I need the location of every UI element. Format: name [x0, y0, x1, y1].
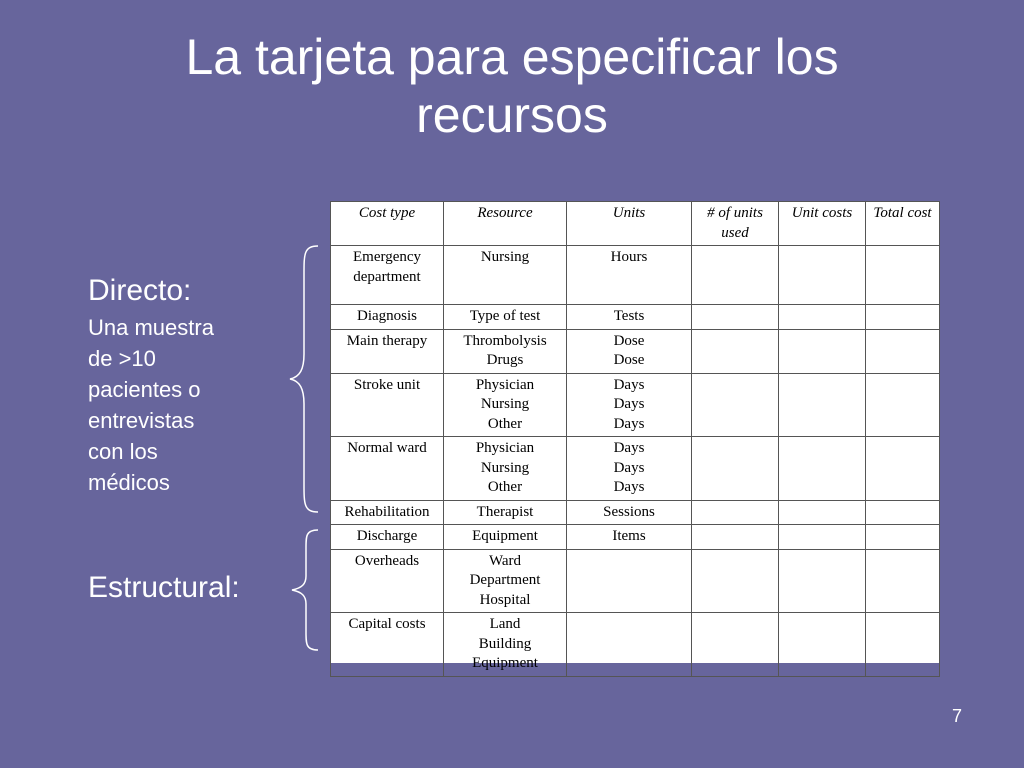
cell-resource: [444, 549, 567, 613]
slide-title: [0, 28, 1024, 144]
cell-line: Days: [613, 479, 645, 495]
cell-line: Tests: [613, 308, 645, 324]
cell-cost-type: [331, 373, 444, 437]
estructural-brace-icon: [286, 528, 326, 652]
cell-line: Days: [613, 376, 645, 393]
cell-total-cost: [866, 525, 940, 550]
cell-line: Equipment: [472, 528, 538, 544]
cell-total-cost: [866, 305, 940, 330]
slide-number: 7: [951, 706, 962, 726]
cell-line: Other: [487, 479, 523, 495]
cell-line: Days: [613, 459, 645, 476]
cell-line: Capital costs: [348, 616, 426, 632]
cell-line: Nursing: [480, 459, 530, 476]
slide-title-line-1: La tarjeta para especificar los: [185, 29, 839, 85]
cell-line: Stroke unit: [353, 376, 421, 393]
cell-cost-type: [331, 305, 444, 330]
cell-line: Department: [469, 572, 541, 588]
cell-units-used: [692, 613, 779, 677]
resource-table: [330, 201, 940, 677]
cell-total-cost: [866, 613, 940, 677]
cell-resource: [444, 613, 567, 677]
cell-unit-costs: [779, 613, 866, 677]
cell-line: Building: [478, 635, 532, 652]
resource-table-card: [330, 201, 939, 671]
cell-line: Dose: [613, 332, 645, 349]
cell-line: Equipment: [472, 655, 538, 671]
cell-line: Emergency: [352, 249, 422, 265]
cell-units-used: [692, 437, 779, 501]
table-row: [331, 329, 940, 373]
cell-line: Drugs: [486, 352, 524, 368]
cell-resource: [444, 246, 567, 305]
cell-units: [567, 500, 692, 525]
directo-desc-line: de >10: [88, 346, 156, 371]
cell-cost-type: [331, 613, 444, 677]
cell-units-used: [692, 246, 779, 305]
cell-units: [567, 329, 692, 373]
cell-line: Overheads: [354, 552, 420, 569]
header-units: Units: [567, 202, 692, 246]
cell-resource: [444, 305, 567, 330]
cell-line: Main therapy: [346, 332, 428, 349]
cell-line: Ward: [488, 552, 522, 569]
cell-units-used: [692, 525, 779, 550]
table-row: [331, 373, 940, 437]
cell-total-cost: [866, 549, 940, 613]
cell-units: [567, 246, 692, 305]
cell-cost-type: [331, 329, 444, 373]
cell-line: Days: [613, 415, 645, 432]
slide-title-line-2: recursos: [416, 87, 608, 143]
cell-resource: [444, 500, 567, 525]
cell-total-cost: [866, 329, 940, 373]
cell-line: Physician: [475, 376, 535, 393]
header-cost-type: Cost type: [331, 202, 444, 246]
cell-line: Discharge: [356, 528, 418, 544]
directo-desc-line: entrevistas: [88, 408, 195, 433]
cell-line: Nursing: [480, 249, 530, 265]
cell-line: Days: [613, 396, 645, 412]
cell-line: Days: [613, 440, 645, 456]
cell-unit-costs: [779, 437, 866, 501]
cell-line: Rehabilitation: [344, 503, 430, 520]
table-row: [331, 500, 940, 525]
cell-unit-costs: [779, 549, 866, 613]
table-row: [331, 549, 940, 613]
directo-label: Directo:: [88, 274, 192, 307]
cell-line: Diagnosis: [357, 308, 417, 324]
cell-unit-costs: [779, 329, 866, 373]
table-row: [331, 437, 940, 501]
header-total-cost: Total cost: [866, 202, 940, 246]
cell-cost-type: [331, 549, 444, 613]
directo-brace-icon: [286, 244, 326, 514]
cell-units-used: [692, 373, 779, 437]
directo-description: [88, 312, 248, 498]
cell-units: [567, 437, 692, 501]
cell-units-used: [692, 500, 779, 525]
directo-desc-line: pacientes o: [88, 377, 201, 402]
cell-line: Sessions: [603, 503, 655, 520]
cell-unit-costs: [779, 246, 866, 305]
cell-units: [567, 549, 692, 613]
cell-units: [567, 305, 692, 330]
cell-line: Therapist: [476, 503, 534, 520]
directo-desc-line: con los: [88, 439, 158, 464]
cell-line: Land: [489, 616, 521, 632]
cell-line: Items: [612, 528, 646, 544]
cell-line: Thrombolysis: [463, 332, 547, 349]
cell-resource: [444, 525, 567, 550]
cell-units: [567, 525, 692, 550]
cell-resource: [444, 373, 567, 437]
cell-line: department: [353, 268, 421, 285]
directo-desc-line: médicos: [88, 470, 170, 495]
cell-unit-costs: [779, 500, 866, 525]
cell-total-cost: [866, 500, 940, 525]
cell-resource: [444, 329, 567, 373]
cell-line: Hours: [610, 249, 648, 265]
cell-unit-costs: [779, 373, 866, 437]
cell-units: [567, 373, 692, 437]
header-units-used: # of units used: [692, 202, 779, 246]
cell-cost-type: [331, 525, 444, 550]
cell-cost-type: [331, 246, 444, 305]
cell-units-used: [692, 305, 779, 330]
table-row: [331, 246, 940, 305]
cell-unit-costs: [779, 525, 866, 550]
cell-total-cost: [866, 373, 940, 437]
cell-line: Dose: [613, 352, 645, 368]
cell-units-used: [692, 329, 779, 373]
cell-total-cost: [866, 437, 940, 501]
cell-units: [567, 613, 692, 677]
estructural-label: Estructural:: [88, 571, 240, 604]
cell-line: Normal ward: [347, 440, 427, 456]
header-unit-costs: Unit costs: [779, 202, 866, 246]
table-row: [331, 525, 940, 550]
cell-total-cost: [866, 246, 940, 305]
cell-line: Other: [487, 415, 523, 432]
cell-line: Type of test: [469, 308, 541, 324]
cell-cost-type: [331, 437, 444, 501]
cell-line: Physician: [475, 440, 535, 456]
table-header-row: [331, 202, 940, 246]
cell-resource: [444, 437, 567, 501]
cell-line: Nursing: [480, 396, 530, 412]
table-row: [331, 613, 940, 677]
cell-units-used: [692, 549, 779, 613]
table-row: [331, 305, 940, 330]
directo-desc-line: Una muestra: [88, 315, 214, 340]
cell-line: Hospital: [479, 591, 531, 608]
header-resource: Resource: [444, 202, 567, 246]
cell-cost-type: [331, 500, 444, 525]
cell-unit-costs: [779, 305, 866, 330]
